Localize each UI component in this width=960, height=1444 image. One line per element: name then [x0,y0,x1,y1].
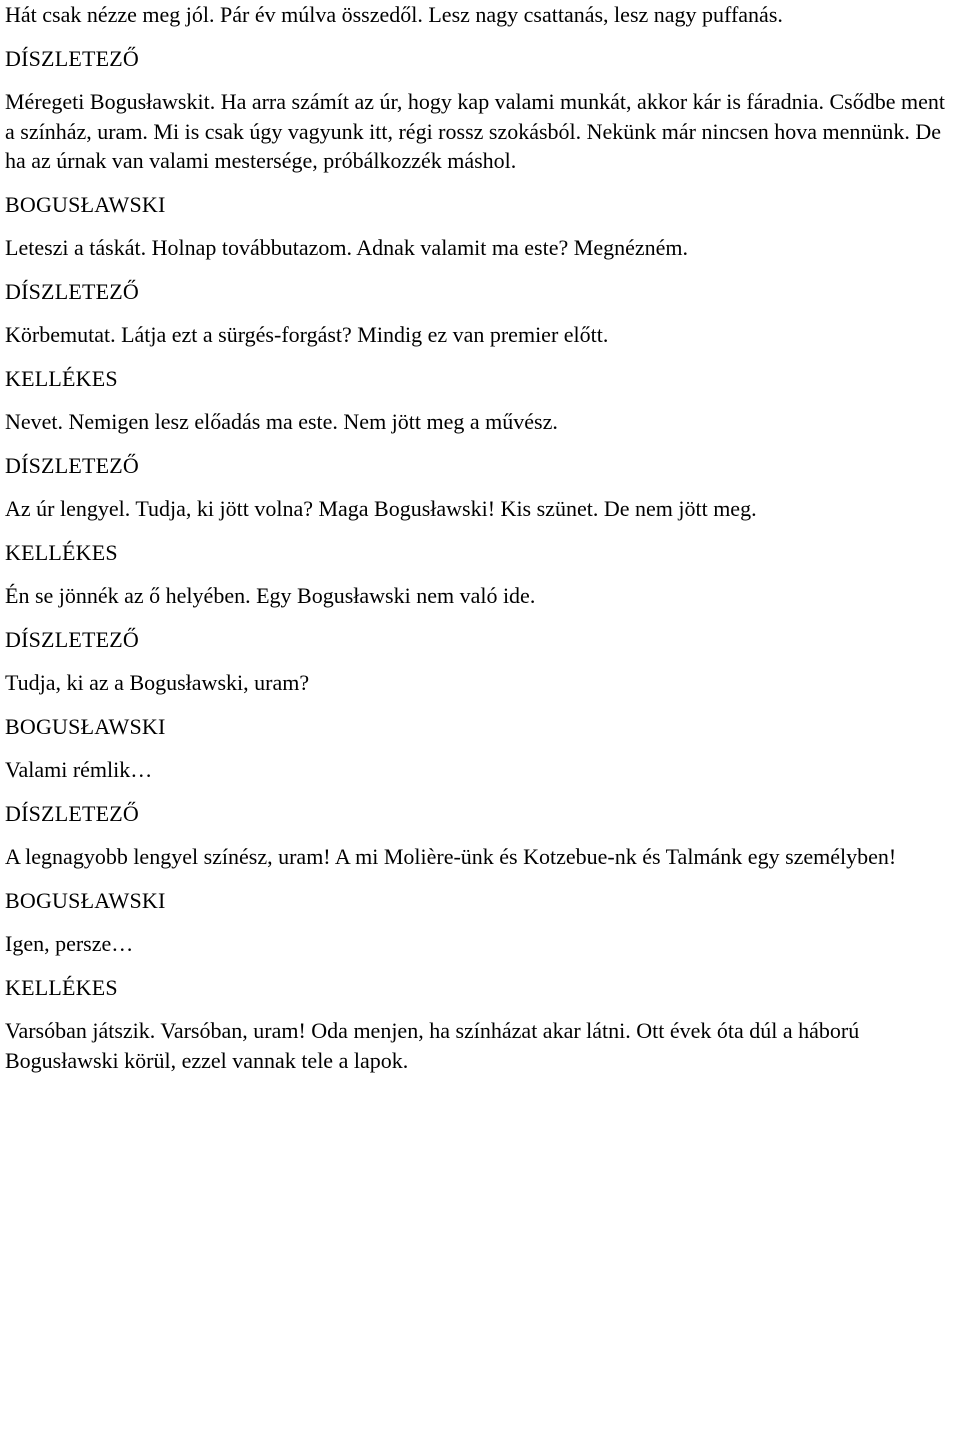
dialogue-line: Méregeti Bogusławskit. Ha arra számít az úr, hogy kap valami munkát, akkor kár is fáradnia. Csődbe ment a színház, uram. Mi is csak úgy vagyunk itt, régi rossz szokásból. Nekünk már nincsen hova mennünk. De ha az úrnak van valami mestersége, próbálkozzék máshol. [5,89,945,173]
dialogue-line: Varsóban játszik. Varsóban, uram! Oda menjen, ha színházat akar látni. Ott évek óta dúl a háború Bogusławski körül, ezzel vannak tele a lapok. [5,1018,860,1073]
dialogue-line: Tudja, ki az a Bogusławski, uram? [5,670,310,695]
speaker-name: DÍSZLETEZŐ [5,452,139,478]
speaker-name: KELLÉKES [5,974,118,1000]
speaker-name: KELLÉKES [5,539,118,565]
speaker-name: BOGUSŁAWSKI [5,887,166,913]
dialogue-line: Nevet. Nemigen lesz előadás ma este. Nem jött meg a művész. [5,409,558,434]
dialogue-line: Valami rémlik… [5,757,153,782]
speaker-name: BOGUSŁAWSKI [5,191,166,217]
speaker-name: DÍSZLETEZŐ [5,626,139,652]
dialogue-line: Én se jönnék az ő helyében. Egy Bogusławski nem való ide. [5,583,536,608]
dialogue-line: Hát csak nézze meg jól. Pár év múlva összedől. Lesz nagy csattanás, lesz nagy puffanás. [5,2,783,27]
speaker-name: DÍSZLETEZŐ [5,800,139,826]
document-body [5,0,955,1075]
speaker-name: KELLÉKES [5,365,118,391]
dialogue-line: A legnagyobb lengyel színész, uram! A mi Molière-ünk és Kotzebue-nk és Talmánk egy személyben! [5,844,897,869]
dialogue-line: Leteszi a táskát. Holnap továbbutazom. Adnak valamit ma este? Megnézném. [5,235,688,260]
speaker-name: BOGUSŁAWSKI [5,713,166,739]
dialogue-line: Körbemutat. Látja ezt a sürgés-forgást? Mindig ez van premier előtt. [5,322,609,347]
speaker-name: DÍSZLETEZŐ [5,45,139,71]
dialogue-line: Az úr lengyel. Tudja, ki jött volna? Maga Bogusławski! Kis szünet. De nem jött meg. [5,496,757,521]
speaker-name: DÍSZLETEZŐ [5,278,139,304]
dialogue-line: Igen, persze… [5,931,134,956]
